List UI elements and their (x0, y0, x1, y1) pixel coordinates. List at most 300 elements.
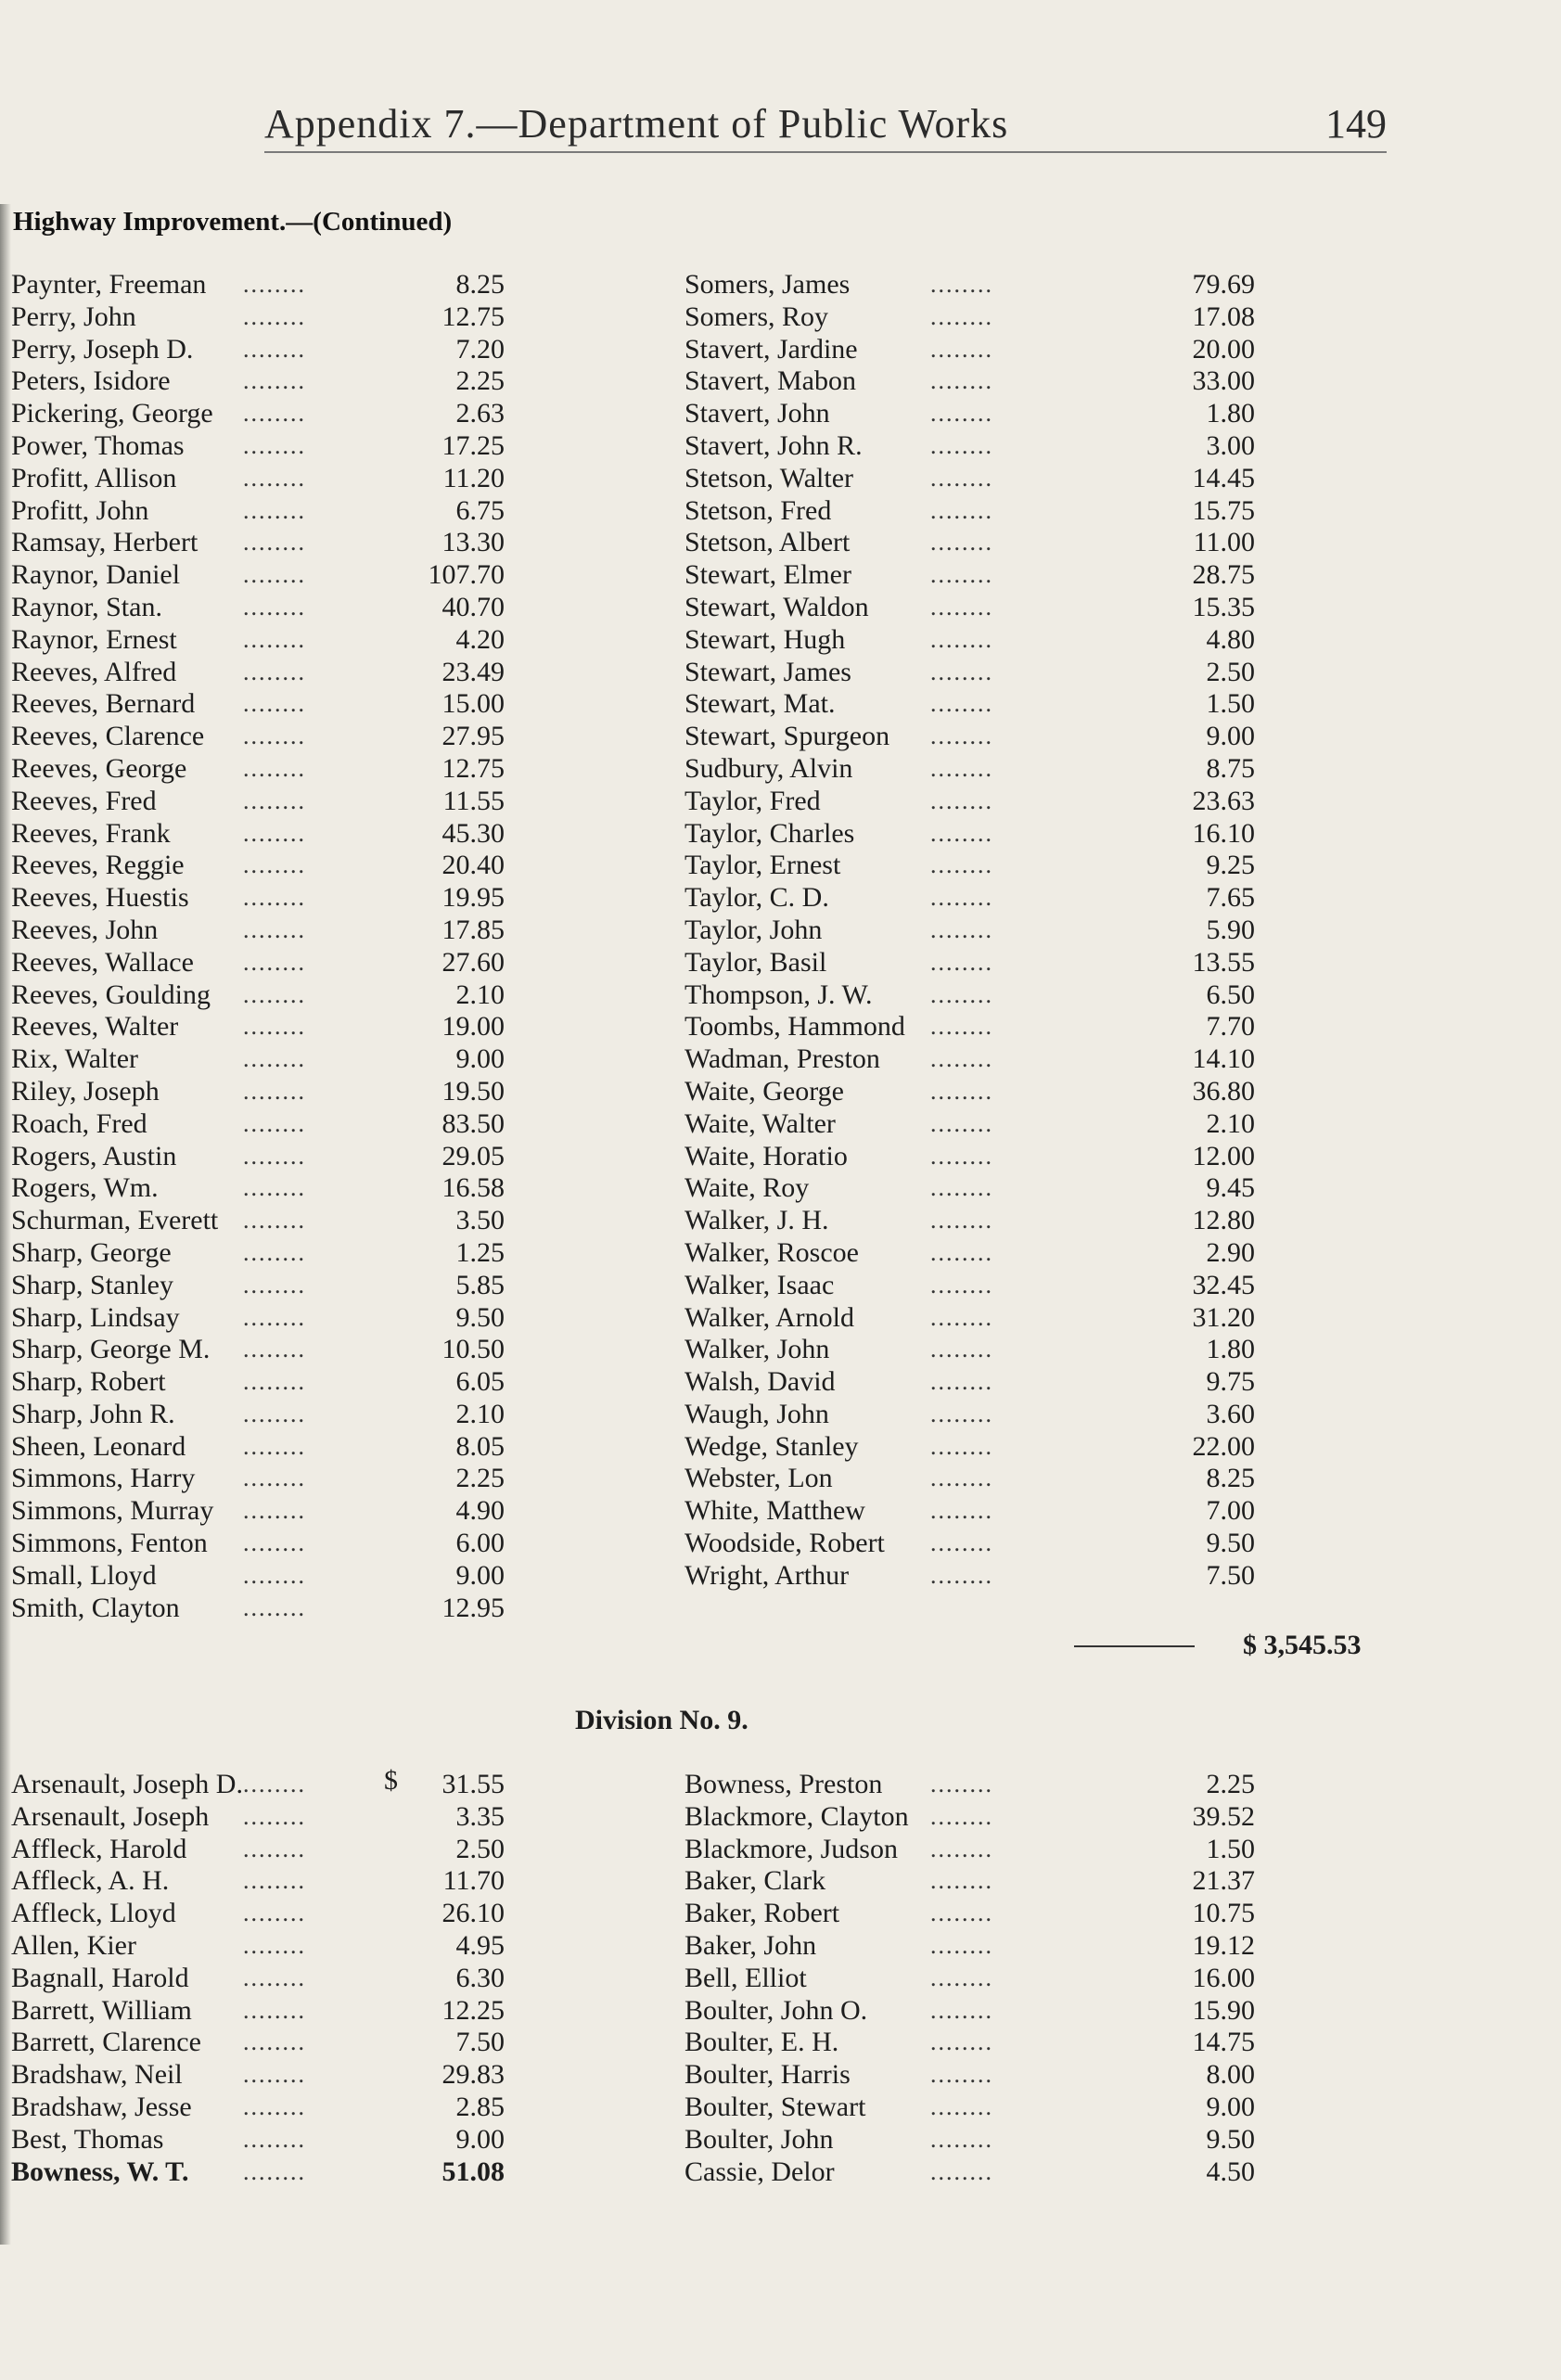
entry-name: Arsenault, Joseph (11, 1800, 210, 1832)
entry-amount: 3.35 (455, 1800, 505, 1832)
list-item (685, 1172, 1255, 1205)
list-item (685, 688, 1255, 721)
entry-amount: 15.90 (1192, 1994, 1255, 2026)
list-item (11, 398, 505, 430)
entry-amount: 2.25 (455, 1463, 505, 1494)
dot-leader: ........ (243, 690, 306, 718)
entry-amount: 4.95 (455, 1929, 505, 1961)
dot-leader: ........ (930, 1561, 993, 1589)
entry-amount: 7.65 (1206, 882, 1255, 914)
entry-amount: 29.05 (441, 1140, 505, 1171)
list-item (685, 1801, 1255, 1834)
dot-leader: ........ (930, 754, 993, 782)
list-item (685, 1399, 1255, 1431)
entry-amount: 17.85 (441, 914, 505, 945)
entry-amount: 9.00 (455, 1043, 505, 1075)
dot-leader: ........ (243, 1400, 306, 1427)
entry-amount: 9.25 (1206, 850, 1255, 881)
entry-name: Walker, John (685, 1334, 830, 1365)
entry-amount: 1.50 (1206, 1833, 1255, 1864)
entry-amount: 9.45 (1206, 1172, 1255, 1204)
dot-leader: ........ (930, 1497, 993, 1525)
entry-name: Arsenault, Joseph D. (11, 1769, 243, 1799)
list-item (685, 850, 1255, 882)
list-item (11, 1108, 505, 1141)
entry-amount: 51.08 (441, 2156, 505, 2187)
dot-leader: ........ (243, 754, 306, 782)
list-item (11, 1011, 505, 1043)
list-item (11, 947, 505, 979)
dot-leader: ........ (243, 1465, 306, 1492)
entry-name: Boulter, Stewart (685, 2091, 866, 2122)
list-item (11, 1366, 505, 1399)
entry-amount: 10.75 (1192, 1898, 1255, 1929)
entry-amount: 10.50 (441, 1334, 505, 1365)
dot-leader: ........ (243, 884, 306, 912)
dot-leader: ........ (930, 400, 993, 428)
entry-amount: 107.70 (428, 559, 505, 591)
dot-leader: ........ (930, 2061, 993, 2089)
entry-name: Profitt, Allison (11, 462, 177, 493)
entry-amount: 7.50 (455, 2027, 505, 2058)
dot-leader: ........ (930, 367, 993, 395)
entry-name: Raynor, Ernest (11, 623, 177, 655)
entry-name: Walker, Arnold (685, 1301, 855, 1333)
entry-name: Stewart, Waldon (685, 591, 869, 622)
list-item (685, 657, 1255, 689)
list-item (685, 559, 1255, 592)
entry-amount: 19.50 (441, 1075, 505, 1107)
entry-name: Stavert, John R. (685, 429, 863, 461)
entry-name: Affleck, Harold (11, 1833, 187, 1864)
dot-leader: ........ (930, 658, 993, 685)
entry-amount: 2.63 (455, 398, 505, 429)
entry-amount: 29.83 (441, 2059, 505, 2091)
entry-amount: 26.10 (441, 1898, 505, 1929)
dot-leader: ........ (243, 464, 306, 492)
dot-leader: ........ (930, 496, 993, 524)
entry-amount: 27.60 (441, 946, 505, 978)
entry-amount: 8.25 (455, 269, 505, 300)
list-item (685, 753, 1255, 786)
dot-leader: ........ (930, 690, 993, 718)
entry-amount: 19.95 (441, 882, 505, 914)
entry-name: Stetson, Albert (685, 527, 851, 558)
entry-name: Stetson, Walter (685, 462, 854, 493)
dot-leader: ........ (930, 980, 993, 1008)
entry-name: Reeves, Goulding (11, 979, 211, 1010)
entry-name: Waugh, John (685, 1398, 829, 1429)
list-item (685, 269, 1255, 301)
dot-leader: ........ (930, 851, 993, 879)
entry-name: Taylor, Basil (685, 946, 827, 978)
list-item (685, 1108, 1255, 1141)
dot-leader: ........ (930, 723, 993, 750)
entry-amount: 32.45 (1192, 1269, 1255, 1300)
entry-amount: 13.30 (441, 527, 505, 558)
entry-amount: 14.45 (1192, 462, 1255, 493)
entry-amount: 4.50 (1206, 2156, 1255, 2187)
dot-leader: ........ (243, 1996, 306, 2024)
dot-leader: ........ (930, 593, 993, 621)
entry-name: Wadman, Preston (685, 1043, 880, 1075)
dot-leader: ........ (243, 625, 306, 653)
dot-leader: ........ (243, 658, 306, 685)
list-item (685, 1205, 1255, 1237)
entry-amount: 31.20 (1192, 1301, 1255, 1333)
entry-name: Peters, Isidore (11, 365, 171, 397)
entry-name: Raynor, Daniel (11, 559, 181, 591)
entry-name: Reeves, Alfred (11, 656, 177, 687)
list-item (11, 1302, 505, 1335)
entry-name: Bradshaw, Jesse (11, 2091, 192, 2122)
list-item (11, 592, 505, 624)
dot-leader: ........ (243, 529, 306, 557)
dot-leader: ........ (243, 400, 306, 428)
list-item (11, 753, 505, 786)
list-item (685, 1834, 1255, 1866)
list-item (11, 269, 505, 301)
entry-name: Sharp, John R. (11, 1398, 175, 1429)
entry-name: Simmons, Harry (11, 1463, 196, 1494)
entry-amount: 1.50 (1206, 688, 1255, 720)
dot-leader: ........ (930, 431, 993, 459)
division-dollar-sign: $ (384, 1765, 398, 1796)
entry-name: Stetson, Fred (685, 494, 832, 526)
dot-leader: ........ (243, 1045, 306, 1073)
dot-leader: ........ (930, 2125, 993, 2153)
list-item (11, 2059, 505, 2092)
list-item (11, 1528, 505, 1560)
list-item (685, 1865, 1255, 1898)
list-item (685, 1302, 1255, 1335)
entry-name: Thompson, J. W. (685, 979, 873, 1010)
entry-amount: 9.75 (1206, 1366, 1255, 1398)
dot-leader: ........ (243, 1109, 306, 1137)
dot-leader: ........ (930, 1465, 993, 1492)
dot-leader: ........ (930, 2157, 993, 2185)
entry-name: Stewart, Spurgeon (685, 721, 890, 752)
total-rule (1074, 1645, 1195, 1647)
entry-name: Somers, Roy (685, 301, 829, 332)
dot-leader: ........ (930, 1174, 993, 1202)
list-item (11, 1865, 505, 1898)
list-item (11, 2027, 505, 2059)
list-item (11, 1237, 505, 1270)
entry-name: Reeves, George (11, 752, 187, 784)
entry-amount: 23.49 (441, 656, 505, 687)
entry-name: Raynor, Stan. (11, 591, 162, 622)
entry-amount: 17.25 (441, 429, 505, 461)
entry-amount: 8.25 (1206, 1463, 1255, 1494)
entry-name: Sharp, George (11, 1236, 172, 1268)
list-item (685, 1270, 1255, 1302)
list-item (685, 1495, 1255, 1528)
entry-name: Schurman, Everett (11, 1205, 219, 1236)
list-item (11, 1463, 505, 1495)
entry-amount: 3.60 (1206, 1398, 1255, 1429)
entry-amount: 16.00 (1192, 1962, 1255, 1993)
list-item (11, 818, 505, 851)
entry-amount: 11.00 (1193, 527, 1255, 558)
dot-leader: ........ (930, 1867, 993, 1895)
entry-amount: 1.25 (455, 1236, 505, 1268)
entry-amount: 1.80 (1206, 398, 1255, 429)
dot-leader: ........ (243, 980, 306, 1008)
list-item (685, 398, 1255, 430)
dot-leader: ........ (930, 1045, 993, 1073)
entry-name: Blackmore, Clayton (685, 1800, 909, 1832)
entry-amount: 5.85 (455, 1269, 505, 1300)
dot-leader: ........ (930, 1109, 993, 1137)
list-item (11, 495, 505, 528)
book-spine-shadow (0, 204, 11, 2245)
dot-leader: ........ (930, 1931, 993, 1959)
entry-amount: 36.80 (1192, 1075, 1255, 1107)
list-item (685, 334, 1255, 366)
entry-amount: 11.55 (442, 785, 505, 816)
dot-leader: ........ (243, 561, 306, 589)
entry-amount: 14.75 (1192, 2027, 1255, 2058)
entry-amount: 9.50 (1206, 2123, 1255, 2155)
entry-amount: 20.40 (441, 850, 505, 881)
list-item (685, 1366, 1255, 1399)
dot-leader: ........ (930, 2028, 993, 2056)
dot-leader: ........ (930, 529, 993, 557)
entry-amount: 40.70 (441, 591, 505, 622)
dot-leader: ........ (930, 1368, 993, 1396)
entry-amount: 27.95 (441, 721, 505, 752)
entry-name: Reeves, Frank (11, 817, 171, 849)
entry-amount: 3.50 (455, 1205, 505, 1236)
entry-name: Waite, Walter (685, 1107, 836, 1139)
list-item (685, 1463, 1255, 1495)
entry-amount: 7.50 (1206, 1559, 1255, 1591)
division-right-list (685, 1769, 1255, 2188)
entry-amount: 33.00 (1192, 365, 1255, 397)
list-item (685, 1011, 1255, 1043)
dot-leader: ........ (243, 1497, 306, 1525)
entry-amount: 12.75 (441, 752, 505, 784)
entry-name: Baker, Clark (685, 1865, 826, 1897)
list-item (685, 1334, 1255, 1366)
entry-name: Roach, Fred (11, 1107, 147, 1139)
entry-name: Boulter, John (685, 2123, 834, 2155)
entry-name: Baker, Robert (685, 1898, 840, 1929)
entry-name: Bradshaw, Neil (11, 2059, 183, 2091)
entry-amount: 2.90 (1206, 1236, 1255, 1268)
entry-name: Walker, J. H. (685, 1205, 829, 1236)
entry-amount: 23.63 (1192, 785, 1255, 816)
entry-amount: 5.90 (1206, 914, 1255, 945)
list-item (685, 1076, 1255, 1108)
entry-amount: 16.58 (441, 1172, 505, 1204)
entry-amount: 7.70 (1206, 1011, 1255, 1043)
entry-amount: 2.85 (455, 2091, 505, 2122)
dot-leader: ........ (243, 1529, 306, 1557)
dot-leader: ........ (930, 1900, 993, 1927)
entry-amount: 12.75 (441, 301, 505, 332)
entry-name: Stewart, Hugh (685, 623, 846, 655)
page-number: 149 (1325, 101, 1387, 147)
entry-name: Wedge, Stanley (685, 1430, 859, 1462)
dot-leader: ........ (930, 1303, 993, 1331)
dot-leader: ........ (243, 1931, 306, 1959)
entry-amount: 4.20 (455, 623, 505, 655)
dot-leader: ........ (930, 625, 993, 653)
list-item (685, 721, 1255, 753)
dot-leader: ........ (930, 1271, 993, 1299)
dot-leader: ........ (243, 1432, 306, 1460)
dot-leader: ........ (243, 335, 306, 363)
dot-leader: ........ (930, 2092, 993, 2120)
entry-name: Bagnall, Harold (11, 1962, 189, 1993)
entry-amount: 13.55 (1192, 946, 1255, 978)
entry-amount: 15.00 (441, 688, 505, 720)
dot-leader: ........ (930, 1207, 993, 1235)
entry-amount: 2.10 (1206, 1107, 1255, 1139)
entry-name: Reeves, John (11, 914, 159, 945)
entry-amount: 3.00 (1206, 429, 1255, 461)
entry-name: Affleck, Lloyd (11, 1898, 176, 1929)
list-item (11, 1898, 505, 1930)
entry-amount: 9.50 (455, 1301, 505, 1333)
grand-total: $ 3,545.53 (1243, 1630, 1362, 1660)
dot-leader: ........ (930, 819, 993, 847)
entry-name: Rogers, Austin (11, 1140, 177, 1171)
dot-leader: ........ (243, 1142, 306, 1170)
entry-amount: 20.00 (1192, 333, 1255, 365)
entry-amount: 15.75 (1192, 494, 1255, 526)
list-item (685, 430, 1255, 463)
entry-name: Woodside, Robert (685, 1528, 885, 1559)
dot-leader: ........ (243, 1593, 306, 1621)
list-item (11, 624, 505, 657)
dot-leader: ........ (243, 1013, 306, 1041)
entry-amount: 2.25 (455, 365, 505, 397)
list-item (11, 1495, 505, 1528)
list-item (11, 688, 505, 721)
dot-leader: ........ (243, 1303, 306, 1331)
entry-amount: 8.05 (455, 1430, 505, 1462)
dot-leader: ........ (930, 464, 993, 492)
dot-leader: ........ (243, 1802, 306, 1830)
entry-name: Barrett, William (11, 1994, 192, 2026)
list-item (11, 365, 505, 398)
entry-name: Reeves, Clarence (11, 721, 205, 752)
entry-amount: 15.35 (1192, 591, 1255, 622)
entry-amount: 14.10 (1192, 1043, 1255, 1075)
dot-leader: ........ (243, 948, 306, 976)
dot-leader: ........ (243, 2028, 306, 2056)
entry-amount: 19.00 (441, 1011, 505, 1043)
list-item (685, 624, 1255, 657)
list-item (11, 1205, 505, 1237)
entry-name: Boulter, Harris (685, 2059, 851, 2091)
list-item (11, 1593, 505, 1625)
entry-amount: 45.30 (441, 817, 505, 849)
entry-name: Profitt, John (11, 494, 149, 526)
page-header (0, 100, 1561, 156)
list-item (11, 1834, 505, 1866)
entry-amount: 12.00 (1192, 1140, 1255, 1171)
entry-name: Walsh, David (685, 1366, 836, 1398)
entry-name: Walker, Isaac (685, 1269, 835, 1300)
entry-amount: 6.75 (455, 494, 505, 526)
entry-amount: 11.20 (442, 462, 505, 493)
entry-name: Allen, Kier (11, 1929, 136, 1961)
list-item (11, 1141, 505, 1173)
list-item (11, 430, 505, 463)
list-item (685, 1898, 1255, 1930)
entry-name: Best, Thomas (11, 2123, 164, 2155)
list-item (11, 559, 505, 592)
list-item (685, 1560, 1255, 1593)
entry-amount: 12.95 (441, 1592, 505, 1623)
list-item (685, 1237, 1255, 1270)
list-item (685, 2156, 1255, 2189)
list-item (685, 1769, 1255, 1801)
entry-amount: 39.52 (1192, 1800, 1255, 1832)
entry-name: Perry, Joseph D. (11, 333, 194, 365)
dot-leader: ........ (930, 1802, 993, 1830)
list-item (11, 1560, 505, 1593)
entry-name: Stavert, John (685, 398, 830, 429)
entry-name: Simmons, Murray (11, 1495, 214, 1527)
page-title: Appendix 7.—Department of Public Works (264, 101, 1009, 147)
entry-name: Sharp, Robert (11, 1366, 166, 1398)
entry-name: Boulter, E. H. (685, 2027, 839, 2058)
dot-leader: ........ (243, 2061, 306, 2089)
dot-leader: ........ (243, 271, 306, 298)
entry-amount: 6.50 (1206, 979, 1255, 1010)
entry-name: Sharp, Lindsay (11, 1301, 180, 1333)
entry-amount: 2.10 (455, 979, 505, 1010)
dot-leader: ........ (930, 1835, 993, 1862)
list-item (685, 1930, 1255, 1963)
entry-amount: 9.00 (455, 2123, 505, 2155)
dot-leader: ........ (243, 2125, 306, 2153)
entry-amount: 16.10 (1192, 817, 1255, 849)
dot-leader: ........ (930, 1964, 993, 1991)
entry-name: Stewart, Mat. (685, 688, 836, 720)
entry-name: Perry, John (11, 301, 136, 332)
list-item (11, 1963, 505, 1995)
list-item (11, 527, 505, 559)
entry-name: Bowness, Preston (685, 1769, 883, 1799)
entry-name: Small, Lloyd (11, 1559, 157, 1591)
list-item (11, 850, 505, 882)
dot-leader: ........ (930, 271, 993, 298)
dot-leader: ........ (930, 302, 993, 330)
list-item (11, 786, 505, 818)
dot-leader: ........ (243, 915, 306, 943)
dot-leader: ........ (243, 1271, 306, 1299)
list-item (11, 2156, 505, 2189)
entry-name: Reeves, Fred (11, 785, 157, 816)
list-item (11, 1769, 505, 1801)
list-item (11, 1431, 505, 1464)
list-item (685, 1141, 1255, 1173)
entry-name: Barrett, Clarence (11, 2027, 201, 2058)
dot-leader: ........ (243, 723, 306, 750)
dot-leader: ........ (243, 787, 306, 814)
entry-name: Stavert, Jardine (685, 333, 858, 365)
entry-amount: 22.00 (1192, 1430, 1255, 1462)
list-item (685, 2059, 1255, 2092)
dot-leader: ........ (930, 1238, 993, 1266)
dot-leader: ........ (243, 1771, 306, 1798)
